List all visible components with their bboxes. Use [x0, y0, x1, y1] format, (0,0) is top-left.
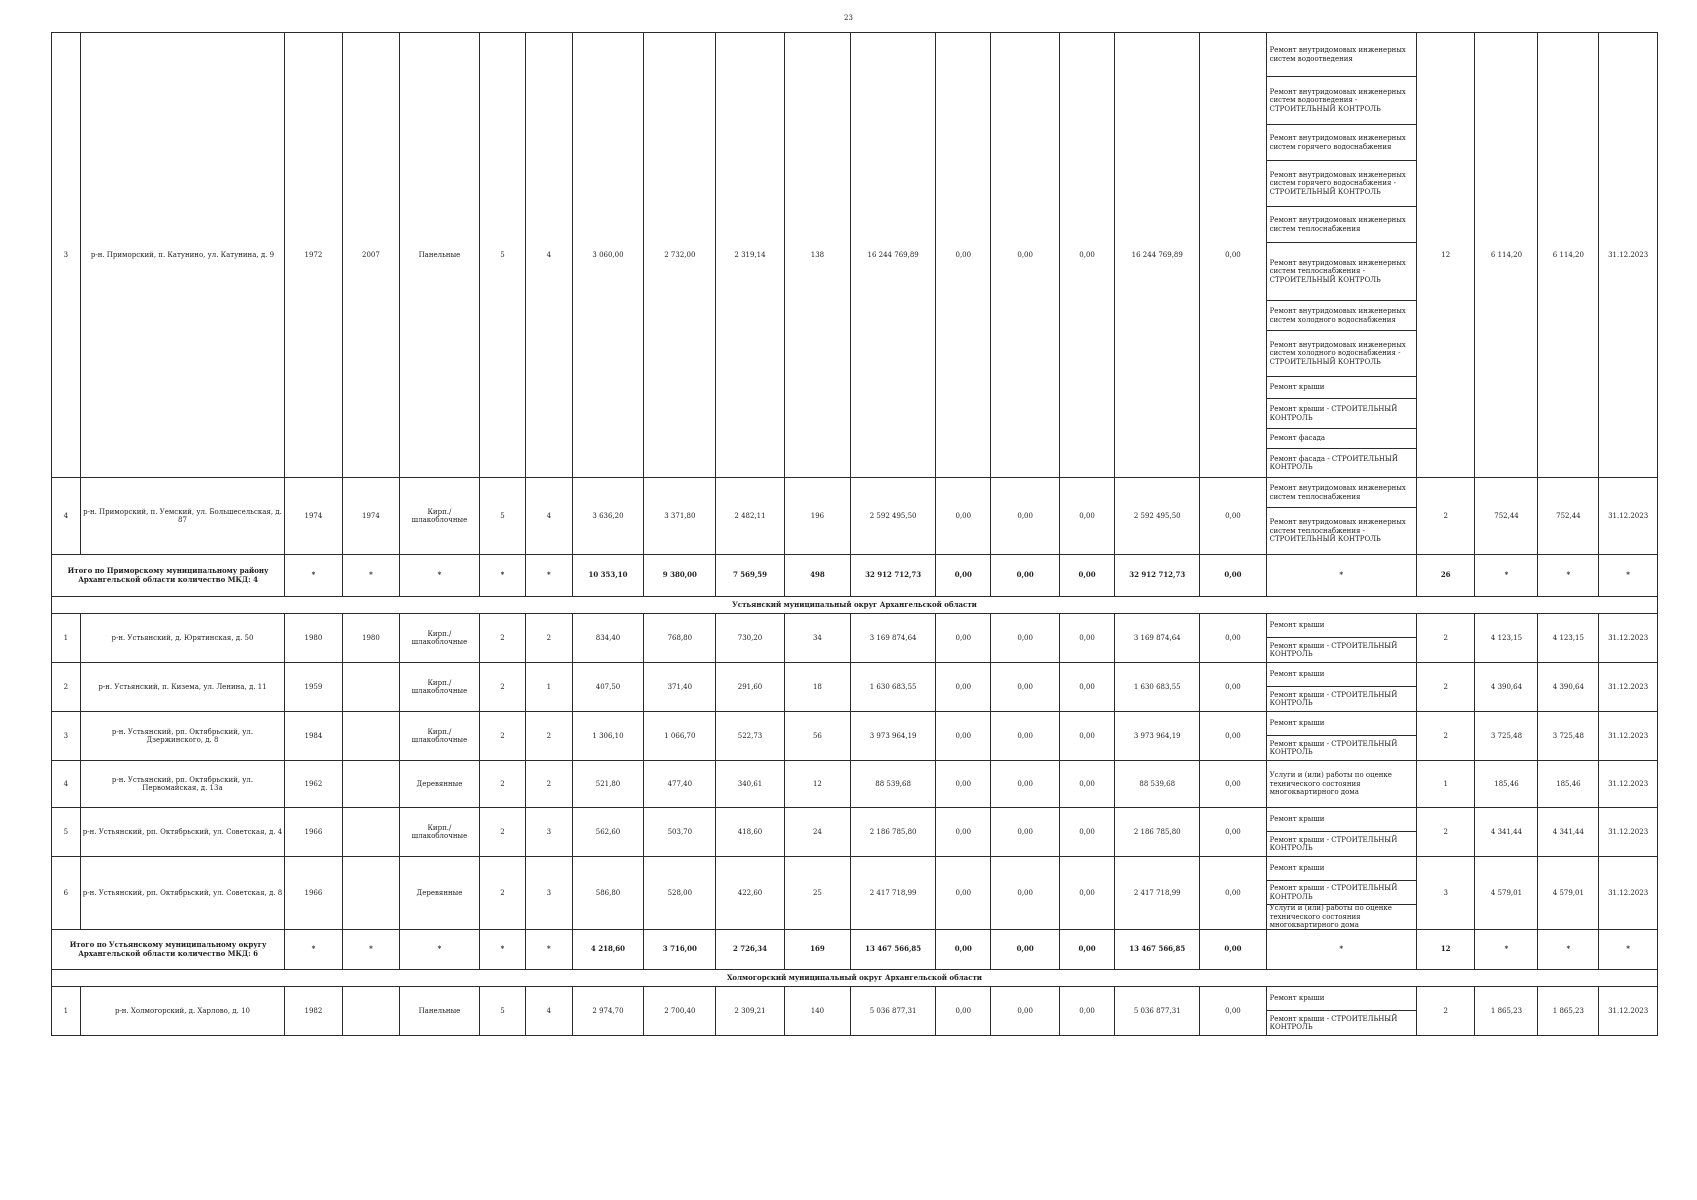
wall-material-cell: Деревянные	[400, 761, 480, 808]
owners-fund-cell: 1 630 683,55	[1115, 663, 1200, 712]
address-cell: р-н. Холмогорский, д. Харлово, д. 10	[80, 987, 284, 1036]
work-item: Ремонт крыши - СТРОИТЕЛЬНЫЙ КОНТРОЛЬ	[1269, 835, 1398, 852]
entrances-cell: 4	[526, 33, 572, 478]
work-item: Ремонт внутридомовых инженерных систем холодного водоснабжения	[1267, 301, 1416, 331]
total-fund5-cell: 0,00	[1200, 930, 1266, 970]
premises-area-cell: 503,70	[644, 808, 716, 857]
deadline-cell: 31.12.2023	[1599, 808, 1658, 857]
works-list	[1266, 987, 1416, 1036]
placeholder-star: *	[1599, 555, 1658, 597]
living-area-cell: 422,60	[716, 857, 785, 930]
total-area-total-cell: 4 218,60	[572, 930, 644, 970]
year-built-cell: 1966	[285, 857, 342, 930]
work-item: Ремонт внутридомовых инженерных систем теплоснабжения - СТРОИТЕЛЬНЫЙ КОНТРОЛЬ	[1267, 243, 1416, 301]
work-count-cell: 2	[1416, 987, 1475, 1036]
placeholder-star: *	[1599, 930, 1658, 970]
fund-cell: 0,00	[991, 761, 1060, 808]
other-fund-cell: 0,00	[1200, 33, 1266, 478]
total-fund3-cell: 0,00	[1059, 555, 1114, 597]
year-built-cell: 1962	[285, 761, 342, 808]
address-cell: р-н. Устьянский, рп. Октябрьский, ул. Советская, д. 8	[80, 857, 284, 930]
max-cost-cell: 1 865,23	[1538, 987, 1599, 1036]
house-row	[52, 987, 1658, 1036]
entrances-cell: 1	[526, 663, 572, 712]
work-count-cell: 3	[1416, 857, 1475, 930]
placeholder-star: *	[1266, 930, 1416, 970]
region-title: Холмогорский муниципальный округ Архангельской области	[52, 970, 1658, 987]
deadline-cell: 31.12.2023	[1599, 712, 1658, 761]
total-cost-total-cell: 32 912 712,73	[851, 555, 936, 597]
row-number: 6	[52, 857, 81, 930]
fund-cell: 0,00	[936, 663, 991, 712]
total-residents-cell: 169	[784, 930, 850, 970]
house-row	[52, 33, 1658, 478]
entrances-cell: 4	[526, 987, 572, 1036]
total-area-premises-cell: 9 380,00	[644, 555, 716, 597]
total-area-cell: 834,40	[572, 614, 644, 663]
work-item: Услуги и (или) работы по оценке технического состояния многоквартирного дома	[1269, 904, 1392, 930]
region-header-row	[52, 970, 1658, 987]
owners-fund-cell: 3 169 874,64	[1115, 614, 1200, 663]
total-area-cell: 586,80	[572, 857, 644, 930]
work-item: Ремонт внутридомовых инженерных систем холодного водоснабжения - СТРОИТЕЛЬНЫЙ КОНТРОЛЬ	[1267, 331, 1416, 377]
row-number: 4	[52, 478, 81, 555]
placeholder-star: *	[1266, 555, 1416, 597]
residents-cell: 140	[784, 987, 850, 1036]
entrances-cell: 4	[526, 478, 572, 555]
living-area-cell: 2 319,14	[716, 33, 785, 478]
address-cell: р-н. Устьянский, рп. Октябрьский, ул. Советская, д. 4	[80, 808, 284, 857]
address-cell: р-н. Устьянский, рп. Октябрьский, ул. Первомайская, д. 13а	[80, 761, 284, 808]
fund-cell: 0,00	[1059, 712, 1114, 761]
year-built-cell: 1982	[285, 987, 342, 1036]
total-row	[52, 555, 1658, 597]
table-body	[52, 33, 1658, 1036]
placeholder-star: *	[285, 555, 342, 597]
total-area-cell: 521,80	[572, 761, 644, 808]
work-item: Ремонт крыши	[1267, 712, 1416, 736]
year-repair-cell	[342, 857, 399, 930]
total-cost-total-cell: 13 467 566,85	[851, 930, 936, 970]
work-item: Ремонт крыши	[1267, 377, 1416, 399]
work-count-cell: 2	[1416, 808, 1475, 857]
row-number: 5	[52, 808, 81, 857]
work-item: Ремонт крыши	[1267, 614, 1416, 638]
other-fund-cell: 0,00	[1200, 478, 1266, 555]
placeholder-star: *	[400, 930, 480, 970]
work-item: Ремонт крыши	[1267, 808, 1416, 832]
max-cost-cell: 4 579,01	[1538, 857, 1599, 930]
year-repair-cell	[342, 808, 399, 857]
total-area-cell: 407,50	[572, 663, 644, 712]
fund-cell: 0,00	[1059, 614, 1114, 663]
unit-cost-cell: 4 123,15	[1475, 614, 1538, 663]
house-row	[52, 663, 1658, 712]
other-fund-cell: 0,00	[1200, 663, 1266, 712]
total-cost-cell: 5 036 877,31	[851, 987, 936, 1036]
residents-cell: 25	[784, 857, 850, 930]
other-fund-cell: 0,00	[1200, 761, 1266, 808]
fund-cell: 0,00	[1059, 857, 1114, 930]
year-built-cell: 1959	[285, 663, 342, 712]
total-area-cell: 1 306,10	[572, 712, 644, 761]
year-repair-cell: 1980	[342, 614, 399, 663]
house-row	[52, 857, 1658, 930]
house-row	[52, 478, 1658, 555]
other-fund-cell: 0,00	[1200, 712, 1266, 761]
works-list	[1266, 761, 1416, 808]
works-list	[1266, 663, 1416, 712]
work-item: Услуги и (или) работы по оценке технического состояния многоквартирного дома	[1269, 771, 1392, 797]
residents-cell: 12	[784, 761, 850, 808]
fund-cell: 0,00	[1059, 987, 1114, 1036]
year-built-cell: 1974	[285, 478, 342, 555]
premises-area-cell: 477,40	[644, 761, 716, 808]
year-repair-cell	[342, 712, 399, 761]
wall-material-cell: Панельные	[400, 987, 480, 1036]
total-area-cell: 2 974,70	[572, 987, 644, 1036]
fund-cell: 0,00	[991, 663, 1060, 712]
owners-fund-cell: 16 244 769,89	[1115, 33, 1200, 478]
capital-repair-table	[51, 32, 1658, 1036]
works-list	[1266, 614, 1416, 663]
page-number: 23	[844, 14, 853, 22]
work-item: Ремонт крыши - СТРОИТЕЛЬНЫЙ КОНТРОЛЬ	[1269, 739, 1398, 756]
row-number: 2	[52, 663, 81, 712]
work-item: Ремонт крыши - СТРОИТЕЛЬНЫЙ КОНТРОЛЬ	[1269, 641, 1398, 658]
placeholder-star: *	[1475, 555, 1538, 597]
entrances-cell: 2	[526, 614, 572, 663]
row-number: 3	[52, 712, 81, 761]
premises-area-cell: 1 066,70	[644, 712, 716, 761]
residents-cell: 34	[784, 614, 850, 663]
work-item: Ремонт крыши - СТРОИТЕЛЬНЫЙ КОНТРОЛЬ	[1267, 399, 1416, 429]
placeholder-star: *	[1538, 930, 1599, 970]
unit-cost-cell: 4 341,44	[1475, 808, 1538, 857]
works-list	[1266, 712, 1416, 761]
region-title: Устьянский муниципальный округ Архангельской области	[52, 597, 1658, 614]
total-fund2-cell: 0,00	[991, 930, 1060, 970]
other-fund-cell: 0,00	[1200, 808, 1266, 857]
floors-cell: 2	[479, 663, 525, 712]
total-cost-cell: 2 186 785,80	[851, 808, 936, 857]
total-fund3-cell: 0,00	[1059, 930, 1114, 970]
max-cost-cell: 4 390,64	[1538, 663, 1599, 712]
work-item: Ремонт внутридомовых инженерных систем теплоснабжения	[1267, 478, 1416, 508]
residents-cell: 18	[784, 663, 850, 712]
fund-cell: 0,00	[936, 761, 991, 808]
fund-cell: 0,00	[936, 712, 991, 761]
fund-cell: 0,00	[991, 857, 1060, 930]
other-fund-cell: 0,00	[1200, 987, 1266, 1036]
floors-cell: 2	[479, 761, 525, 808]
total-fund5-cell: 0,00	[1200, 555, 1266, 597]
residents-cell: 138	[784, 33, 850, 478]
wall-material-cell: Кирп./шлакоблочные	[400, 663, 480, 712]
placeholder-star: *	[479, 930, 525, 970]
floors-cell: 2	[479, 808, 525, 857]
unit-cost-cell: 4 390,64	[1475, 663, 1538, 712]
deadline-cell: 31.12.2023	[1599, 33, 1658, 478]
total-fund4-cell: 13 467 566,85	[1115, 930, 1200, 970]
max-cost-cell: 4 123,15	[1538, 614, 1599, 663]
total-cost-cell: 2 592 495,50	[851, 478, 936, 555]
year-built-cell: 1972	[285, 33, 342, 478]
year-built-cell: 1984	[285, 712, 342, 761]
total-area-living-cell: 7 569,59	[716, 555, 785, 597]
work-count-cell: 1	[1416, 761, 1475, 808]
total-area-cell: 3 060,00	[572, 33, 644, 478]
fund-cell: 0,00	[1059, 761, 1114, 808]
max-cost-cell: 4 341,44	[1538, 808, 1599, 857]
fund-cell: 0,00	[1059, 663, 1114, 712]
year-repair-cell	[342, 987, 399, 1036]
year-built-cell: 1966	[285, 808, 342, 857]
total-fund4-cell: 32 912 712,73	[1115, 555, 1200, 597]
premises-area-cell: 371,40	[644, 663, 716, 712]
total-fund1-cell: 0,00	[936, 930, 991, 970]
work-item: Ремонт внутридомовых инженерных систем водоотведения - СТРОИТЕЛЬНЫЙ КОНТРОЛЬ	[1267, 77, 1416, 125]
premises-area-cell: 768,80	[644, 614, 716, 663]
total-residents-cell: 498	[784, 555, 850, 597]
living-area-cell: 340,61	[716, 761, 785, 808]
total-cost-cell: 16 244 769,89	[851, 33, 936, 478]
living-area-cell: 418,60	[716, 808, 785, 857]
owners-fund-cell: 88 539,68	[1115, 761, 1200, 808]
total-label: Итого по Приморскому муниципальному району Архангельской области количество МКД: 4	[52, 555, 285, 597]
deadline-cell: 31.12.2023	[1599, 663, 1658, 712]
placeholder-star: *	[342, 930, 399, 970]
work-item: Ремонт внутридомовых инженерных систем водоотведения	[1267, 33, 1416, 77]
deadline-cell: 31.12.2023	[1599, 857, 1658, 930]
fund-cell: 0,00	[936, 857, 991, 930]
entrances-cell: 3	[526, 857, 572, 930]
work-item: Ремонт крыши - СТРОИТЕЛЬНЫЙ КОНТРОЛЬ	[1269, 1014, 1398, 1031]
work-item: Ремонт крыши	[1267, 663, 1416, 687]
row-number: 4	[52, 761, 81, 808]
total-area-living-cell: 2 726,34	[716, 930, 785, 970]
entrances-cell: 3	[526, 808, 572, 857]
total-cost-cell: 1 630 683,55	[851, 663, 936, 712]
wall-material-cell: Кирп./шлакоблочные	[400, 614, 480, 663]
work-item: Ремонт крыши - СТРОИТЕЛЬНЫЙ КОНТРОЛЬ	[1269, 690, 1398, 707]
region-header-row	[52, 597, 1658, 614]
house-row	[52, 712, 1658, 761]
work-count-cell: 2	[1416, 663, 1475, 712]
placeholder-star: *	[526, 555, 572, 597]
owners-fund-cell: 3 973 964,19	[1115, 712, 1200, 761]
total-cost-cell: 3 169 874,64	[851, 614, 936, 663]
work-count-cell: 12	[1416, 33, 1475, 478]
row-number: 3	[52, 33, 81, 478]
unit-cost-cell: 752,44	[1475, 478, 1538, 555]
fund-cell: 0,00	[936, 478, 991, 555]
works-list	[1266, 857, 1416, 930]
deadline-cell: 31.12.2023	[1599, 761, 1658, 808]
year-repair-cell	[342, 663, 399, 712]
fund-cell: 0,00	[991, 712, 1060, 761]
works-list	[1266, 808, 1416, 857]
entrances-cell: 2	[526, 761, 572, 808]
placeholder-star: *	[526, 930, 572, 970]
fund-cell: 0,00	[991, 987, 1060, 1036]
total-label: Итого по Устьянскому муниципальному округу Архангельской области количество МКД: 6	[52, 930, 285, 970]
house-row	[52, 761, 1658, 808]
total-cost-cell: 3 973 964,19	[851, 712, 936, 761]
work-item: Ремонт внутридомовых инженерных систем горячего водоснабжения	[1267, 125, 1416, 161]
premises-area-cell: 2 700,40	[644, 987, 716, 1036]
fund-cell: 0,00	[1059, 33, 1114, 478]
total-area-cell: 3 636,20	[572, 478, 644, 555]
floors-cell: 2	[479, 712, 525, 761]
year-repair-cell: 1974	[342, 478, 399, 555]
owners-fund-cell: 5 036 877,31	[1115, 987, 1200, 1036]
address-cell: р-н. Устьянский, рп. Октябрьский, ул. Дзержинского, д. 8	[80, 712, 284, 761]
wall-material-cell: Кирп./шлакоблочные	[400, 478, 480, 555]
floors-cell: 2	[479, 857, 525, 930]
total-work-count-cell: 12	[1416, 930, 1475, 970]
living-area-cell: 522,73	[716, 712, 785, 761]
unit-cost-cell: 6 114,20	[1475, 33, 1538, 478]
living-area-cell: 730,20	[716, 614, 785, 663]
unit-cost-cell: 1 865,23	[1475, 987, 1538, 1036]
unit-cost-cell: 185,46	[1475, 761, 1538, 808]
premises-area-cell: 528,00	[644, 857, 716, 930]
house-row	[52, 808, 1658, 857]
living-area-cell: 2 309,21	[716, 987, 785, 1036]
house-row	[52, 614, 1658, 663]
work-item: Ремонт крыши	[1267, 987, 1416, 1011]
works-list	[1266, 478, 1416, 555]
fund-cell: 0,00	[936, 33, 991, 478]
work-item: Ремонт крыши	[1267, 857, 1416, 881]
wall-material-cell: Кирп./шлакоблочные	[400, 808, 480, 857]
work-count-cell: 2	[1416, 712, 1475, 761]
unit-cost-cell: 4 579,01	[1475, 857, 1538, 930]
fund-cell: 0,00	[991, 808, 1060, 857]
placeholder-star: *	[479, 555, 525, 597]
wall-material-cell: Кирп./шлакоблочные	[400, 712, 480, 761]
work-item: Ремонт фасада - СТРОИТЕЛЬНЫЙ КОНТРОЛЬ	[1269, 454, 1398, 471]
row-number: 1	[52, 614, 81, 663]
placeholder-star: *	[400, 555, 480, 597]
year-repair-cell	[342, 761, 399, 808]
floors-cell: 5	[479, 33, 525, 478]
owners-fund-cell: 2 592 495,50	[1115, 478, 1200, 555]
placeholder-star: *	[342, 555, 399, 597]
residents-cell: 24	[784, 808, 850, 857]
max-cost-cell: 185,46	[1538, 761, 1599, 808]
address-cell: р-н. Устьянский, д. Юрятинская, д. 50	[80, 614, 284, 663]
work-count-cell: 2	[1416, 614, 1475, 663]
fund-cell: 0,00	[936, 987, 991, 1036]
address-cell: р-н. Устьянский, п. Кизема, ул. Ленина, д. 11	[80, 663, 284, 712]
row-number: 1	[52, 987, 81, 1036]
total-area-cell: 562,60	[572, 808, 644, 857]
total-work-count-cell: 26	[1416, 555, 1475, 597]
other-fund-cell: 0,00	[1200, 857, 1266, 930]
max-cost-cell: 6 114,20	[1538, 33, 1599, 478]
fund-cell: 0,00	[991, 478, 1060, 555]
entrances-cell: 2	[526, 712, 572, 761]
placeholder-star: *	[1538, 555, 1599, 597]
total-cost-cell: 2 417 718,99	[851, 857, 936, 930]
deadline-cell: 31.12.2023	[1599, 478, 1658, 555]
total-area-total-cell: 10 353,10	[572, 555, 644, 597]
deadline-cell: 31.12.2023	[1599, 614, 1658, 663]
floors-cell: 2	[479, 614, 525, 663]
wall-material-cell: Деревянные	[400, 857, 480, 930]
total-area-premises-cell: 3 716,00	[644, 930, 716, 970]
address-cell: р-н. Приморский, п. Уемский, ул. Большесельская, д. 87	[80, 478, 284, 555]
max-cost-cell: 3 725,48	[1538, 712, 1599, 761]
year-repair-cell: 2007	[342, 33, 399, 478]
residents-cell: 56	[784, 712, 850, 761]
work-item: Ремонт внутридомовых инженерных систем теплоснабжения - СТРОИТЕЛЬНЫЙ КОНТРОЛЬ	[1269, 518, 1406, 544]
owners-fund-cell: 2 417 718,99	[1115, 857, 1200, 930]
work-item: Ремонт фасада	[1267, 429, 1416, 449]
address-cell: р-н. Приморский, п. Катунино, ул. Катунина, д. 9	[80, 33, 284, 478]
wall-material-cell: Панельные	[400, 33, 480, 478]
fund-cell: 0,00	[991, 33, 1060, 478]
max-cost-cell: 752,44	[1538, 478, 1599, 555]
deadline-cell: 31.12.2023	[1599, 987, 1658, 1036]
premises-area-cell: 2 732,00	[644, 33, 716, 478]
fund-cell: 0,00	[936, 808, 991, 857]
other-fund-cell: 0,00	[1200, 614, 1266, 663]
floors-cell: 5	[479, 987, 525, 1036]
owners-fund-cell: 2 186 785,80	[1115, 808, 1200, 857]
year-built-cell: 1980	[285, 614, 342, 663]
work-count-cell: 2	[1416, 478, 1475, 555]
total-cost-cell: 88 539,68	[851, 761, 936, 808]
premises-area-cell: 3 371,80	[644, 478, 716, 555]
fund-cell: 0,00	[1059, 808, 1114, 857]
placeholder-star: *	[1475, 930, 1538, 970]
total-fund2-cell: 0,00	[991, 555, 1060, 597]
living-area-cell: 291,60	[716, 663, 785, 712]
total-row	[52, 930, 1658, 970]
total-fund1-cell: 0,00	[936, 555, 991, 597]
works-list	[1266, 33, 1416, 478]
living-area-cell: 2 482,11	[716, 478, 785, 555]
unit-cost-cell: 3 725,48	[1475, 712, 1538, 761]
work-item: Ремонт внутридомовых инженерных систем горячего водоснабжения - СТРОИТЕЛЬНЫЙ КОНТРОЛЬ	[1267, 161, 1416, 207]
floors-cell: 5	[479, 478, 525, 555]
fund-cell: 0,00	[991, 614, 1060, 663]
residents-cell: 196	[784, 478, 850, 555]
placeholder-star: *	[285, 930, 342, 970]
fund-cell: 0,00	[1059, 478, 1114, 555]
work-item: Ремонт крыши - СТРОИТЕЛЬНЫЙ КОНТРОЛЬ	[1267, 881, 1416, 905]
fund-cell: 0,00	[936, 614, 991, 663]
work-item: Ремонт внутридомовых инженерных систем теплоснабжения	[1267, 207, 1416, 243]
